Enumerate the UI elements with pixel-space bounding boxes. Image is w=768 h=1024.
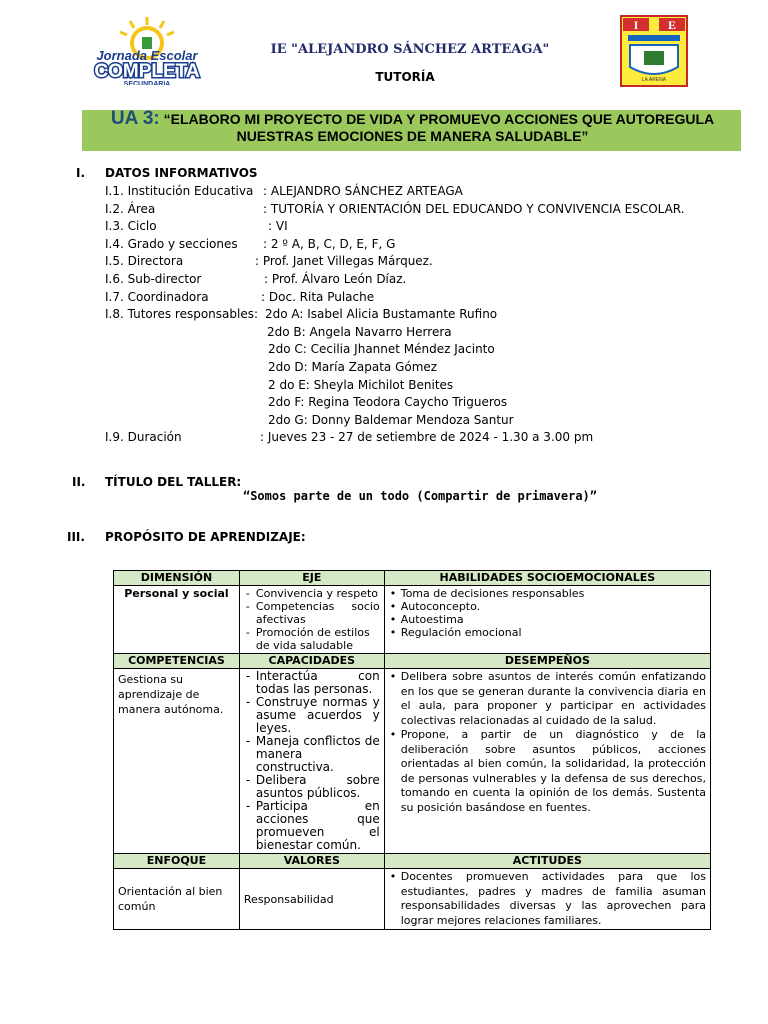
desempenos-cell: • Delibera sobre asuntos de interés común enfatizando en los que se generan durante la convivencia diaria en el aula, para proponer y participar en actividades colectivas relacionadas al cuidado de la salud. • Propone, a partir de un diagnóstico y de la deliberación sobre asuntos públicos, acciones orientadas al bien común, la solidaridad, la protección de personas vulnerables y la defensa de sus derechos, tomando en cuenta la opinión de los demás. Sustenta su posición basándose en fuentes. — [384, 669, 710, 854]
svg-text:E: E — [667, 18, 677, 32]
svg-text:COMPLETA: COMPLETA — [94, 61, 200, 82]
svg-text:LA ARENA: LA ARENA — [641, 77, 667, 83]
page-subtitle: TUTORÍA — [375, 70, 435, 84]
habilidades-cell: • Toma de decisiones responsables • Autoconcepto. • Autoestima • Regulación emocional — [384, 586, 710, 654]
jornada-escolar-logo — [85, 15, 210, 85]
ua-title: “ELABORO MI PROYECTO DE VIDA Y PROMUEVO ACCIONES QUE AUTOREGULA NUESTRAS EMOCIONES DE MANERA SALUDABLE” — [163, 111, 715, 144]
learning-purpose-table — [113, 570, 711, 930]
svg-text:Jornada Escolar: Jornada Escolar — [96, 48, 198, 63]
section-1-number: I. — [76, 166, 86, 180]
section-2-number: II. — [72, 475, 86, 489]
table-header-row: COMPETENCIAS CAPACIDADES DESEMPEÑOS — [114, 654, 711, 669]
svg-text:SECUNDARIA: SECUNDARIA — [123, 81, 171, 85]
table-row — [114, 669, 711, 854]
valor-cell: Responsabilidad — [239, 869, 384, 930]
table-row — [114, 586, 711, 654]
capacidades-cell: - Interactúa con todas las personas. - Construye normas y asume acuerdos y leyes. - Maneja conflictos de manera constructiva. - Delibera sobre asuntos públicos. - Participa en acciones que promueven el bienestar común. — [239, 669, 384, 854]
svg-text:I: I — [633, 18, 639, 32]
school-name: IE "ALEJANDRO SÁNCHEZ ARTEAGA" — [270, 42, 550, 57]
enfoque-cell: Orientación al bien común — [114, 869, 240, 930]
school-crest-logo — [620, 15, 688, 87]
section-2-title: TÍTULO DEL TALLER: — [105, 475, 242, 489]
eje-cell: - Convivencia y respeto - Competencias socio afectivas - Promoción de estilos de vida saludable — [239, 586, 384, 654]
section-3-number: III. — [67, 530, 85, 544]
ua-label: UA 3: — [110, 108, 160, 129]
table-header-row: ENFOQUE VALORES ACTITUDES — [114, 854, 711, 869]
section-1-title: DATOS INFORMATIVOS — [105, 166, 258, 180]
dimension-cell: Personal y social — [114, 586, 240, 654]
table-row — [114, 869, 711, 930]
competencia-cell: Gestiona su aprendizaje de manera autónoma. — [114, 669, 240, 854]
info-list: I.1. Institución Educativa : ALEJANDRO SÁNCHEZ ARTEAGA I.2. Área : TUTORÍA Y ORIENTACIÓN DEL EDUCANDO Y CONVIVENCIA ESCOLAR. I.3. Ciclo : VI I.4. Grado y secciones : 2 º A, B, C, D, E, F, G I.5. Directora : Prof. Janet Villegas Márquez. I.6. Sub-director : Prof. Álvaro León Díaz. I.7. Coordinadora : Doc. Rita Pulache I.8. Tutores responsables: 2do A: Isabel Alicia Bustamante Rufino 2do B: Angela Navarro Herrera 2do C: Cecilia Jhannet Méndez Jacinto 2do D: María Zapata Gómez 2 do E: Sheyla Michilot Benites 2do F: Regina Teodora Caycho Trigueros 2do G: Donny Baldemar Mendoza Santur I.9. Duración : Jueves 23 - 27 de setiembre de 2024 - 1.30 a 3.00 pm — [105, 184, 685, 445]
actitudes-cell: • Docentes promueven actividades para que los estudiantes, padres y madres de familia asuman responsabilidades diversas y las aprovechen para lograr mejores relaciones familiares. — [384, 869, 710, 930]
workshop-title: “Somos parte de un todo (Compartir de primavera)” — [242, 489, 597, 503]
ua-banner — [82, 110, 741, 151]
section-3-title: PROPÓSITO DE APRENDIZAJE: — [105, 530, 306, 544]
table-header-row: DIMENSIÓN EJE HABILIDADES SOCIOEMOCIONALES — [114, 571, 711, 586]
